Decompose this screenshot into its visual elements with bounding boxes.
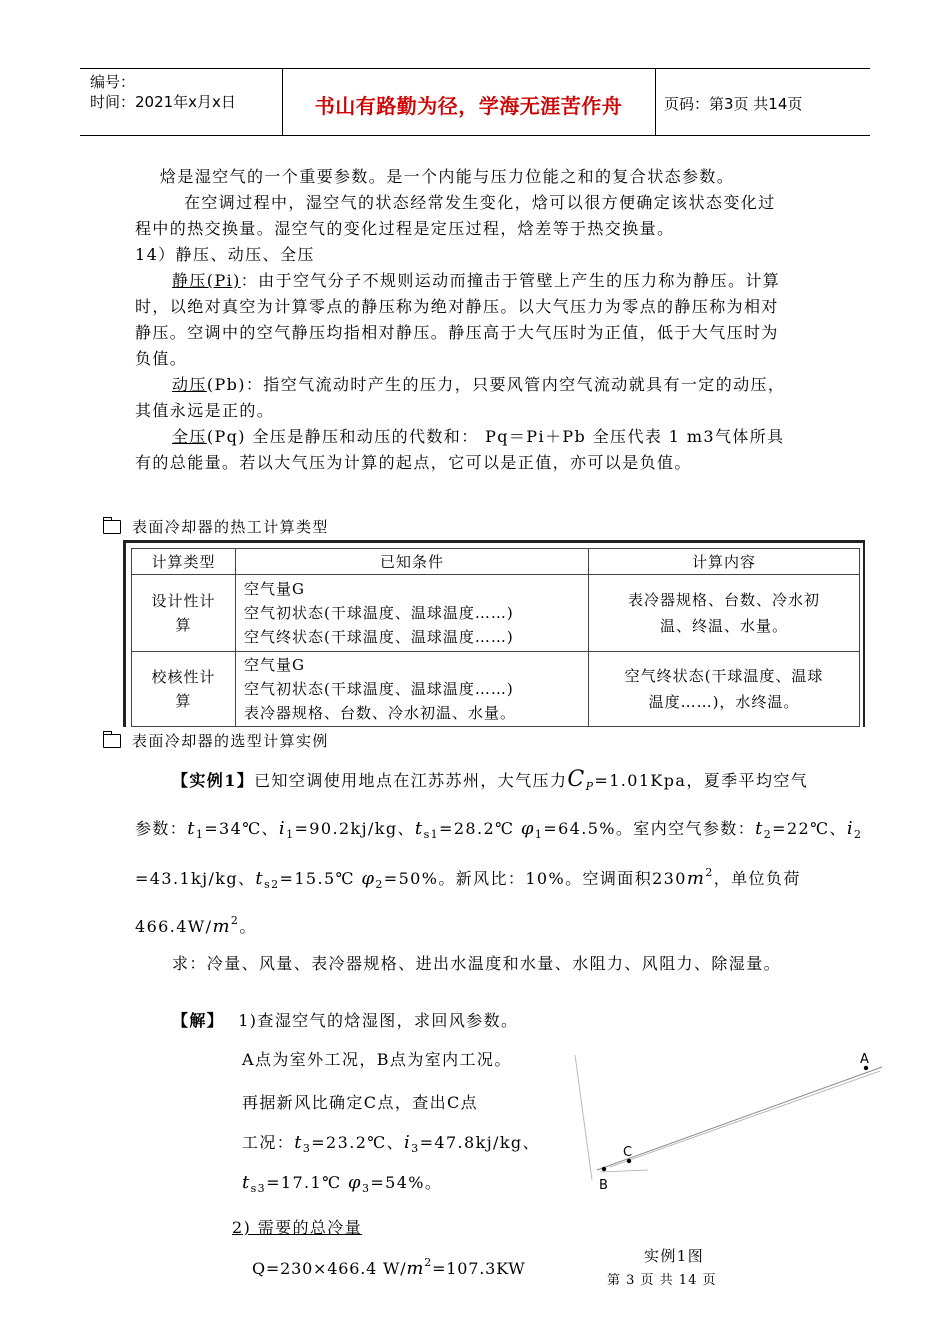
paragraph-enthalpy: 焓是湿空气的一个重要参数。是一个内能与压力位能之和的复合状态参数。 <box>160 167 735 186</box>
dynamic-pressure-line2: 其值永远是正的。 <box>135 401 275 420</box>
solution-line-b: 再据新风比确定C点，查出C点 <box>242 1093 479 1112</box>
header-divider-right <box>655 68 656 135</box>
total-pressure-line2: 有的总能量。若以大气压为计算的起点，它可以是正值，亦可以是负值。 <box>135 453 692 472</box>
table-section-title: 表面冷却器的热工计算类型 <box>132 518 329 536</box>
dynamic-pressure-line1: 动压(Pb)：指空气流动时产生的压力，只要风管内空气流动就具有一定的动压， <box>172 375 786 394</box>
table-header-type: 计算类型 <box>132 549 236 575</box>
point-b-label: B <box>599 1178 608 1193</box>
point-a-label: A <box>860 1052 869 1067</box>
table-header-row <box>132 549 860 575</box>
point-c-label: C <box>623 1145 633 1160</box>
header-page-info: 页码：第3页 共14页 <box>664 95 803 113</box>
solution-step1: 【解】 1)查湿空气的焓湿图，求回风参数。 <box>172 1011 519 1030</box>
figure-axis-line <box>575 1055 592 1180</box>
static-pressure-line1: 静压(Pi)：由于空气分子不规则运动而撞击于管壁上产生的压力称为静压。计算 <box>172 271 781 290</box>
table-cell-type: 校核性计 算 <box>132 652 236 727</box>
example-section-title: 表面冷却器的选型计算实例 <box>132 732 329 750</box>
mix-line-a-c <box>610 1071 880 1167</box>
folder-icon <box>103 520 121 534</box>
psychrometric-figure <box>570 1045 890 1200</box>
header-top-rule <box>80 68 870 69</box>
cooling-load-formula: Q=230×466.4 $W/m^2=107.3KW$ <box>252 1256 526 1279</box>
static-pressure-term: 静压(Pi) <box>172 271 241 290</box>
mix-line-a-b <box>597 1067 882 1170</box>
table-row <box>132 575 860 652</box>
example-line4: $466.4W/m^2$。 <box>135 914 257 937</box>
solution-label: 【解】 <box>172 1011 225 1030</box>
example-label: 【实例1】 <box>172 771 255 790</box>
solution-step2: 2) 需要的总冷量 <box>232 1218 363 1237</box>
example-line2: 参数：$t_1=34℃$、$i_1=90.2kj/kg$、$t_{s1}=28.2℃$ $\varphi_1=64.5\%$。室内空气参数：$t_2=22℃$、$i_2$ <box>135 818 863 841</box>
total-pressure-line1: 全压(Pq) 全压是静压和动压的代数和： Pq＝Pi＋Pb 全压代表 1 m3气体所具 <box>172 427 785 446</box>
section-14-heading: 14）静压、动压、全压 <box>135 245 315 264</box>
paragraph-hvac-line1: 在空调过程中，湿空气的状态经常发生变化，焓可以很方便确定该状态变化过 <box>184 193 776 212</box>
point-b-marker <box>602 1167 606 1171</box>
table-cell-known: 空气量G 空气初状态(干球温度、温球温度……) 空气终状态(干球温度、温球温度……) <box>236 575 589 652</box>
table-header-known: 已知条件 <box>236 549 589 575</box>
thermal-calc-table <box>131 548 860 727</box>
static-pressure-line3: 静压。空调中的空气静压均指相对静压。静压高于大气压时为正值，低于大气压时为 <box>135 323 779 342</box>
figure-guide-line <box>600 1170 648 1172</box>
static-pressure-line4: 负值。 <box>135 349 188 368</box>
footer-page-number: 第 3 页 共 14 页 <box>607 1273 717 1288</box>
total-pressure-term: 全压 <box>172 427 207 446</box>
document-number-label: 编号： <box>90 73 136 91</box>
example-line3: =43.1kj/kg、$t_{s2}=15.5℃$ $\varphi_2=50\%$。新风比：10%。空调面积$230m^2$，单位负荷 <box>135 866 801 891</box>
static-pressure-line2: 时，以绝对真空为计算零点的静压称为绝对静压。以大气压力为零点的静压称为相对 <box>135 297 779 316</box>
solution-line-c: 工况：$t_3=23.2℃$、$i_3=47.8kj/kg$、 <box>242 1132 540 1155</box>
table-row <box>132 652 860 727</box>
table-cell-content: 表冷器规格、台数、冷水初 温、终温、水量。 <box>589 575 860 652</box>
dynamic-pressure-term: 动压 <box>172 375 207 394</box>
table-cell-type: 设计性计 算 <box>132 575 236 652</box>
folder-icon <box>103 734 121 748</box>
solution-line-d: $t_{s3}=17.1℃$ $\varphi_3=54\%$。 <box>242 1172 443 1195</box>
header-bottom-rule <box>80 135 870 136</box>
figure-caption: 实例1图 <box>644 1247 705 1265</box>
example-question: 求：冷量、风量、表冷器规格、进出水温度和水量、水阻力、风阻力、除湿量。 <box>172 954 782 973</box>
table-header-content: 计算内容 <box>589 549 860 575</box>
document-time-label: 时间：2021年x月x日 <box>90 93 236 111</box>
table-cell-known: 空气量G 空气初状态(干球温度、温球温度……) 表冷器规格、台数、冷水初温、水量。 <box>236 652 589 727</box>
table-cell-content: 空气终状态(干球温度、温球 温度……)，水终温。 <box>589 652 860 727</box>
header-motto: 书山有路勤为径，学海无涯苦作舟 <box>314 94 623 118</box>
paragraph-hvac-line2: 程中的热交换量。湿空气的变化过程是定压过程，焓差等于热交换量。 <box>135 219 675 238</box>
solution-line-a: A点为室外工况，B点为室内工况。 <box>242 1050 512 1069</box>
example-line1: 【实例1】已知空调使用地点在江苏苏州，大气压力$C_P=1.01Kpa$，夏季平均空气 <box>172 767 809 793</box>
